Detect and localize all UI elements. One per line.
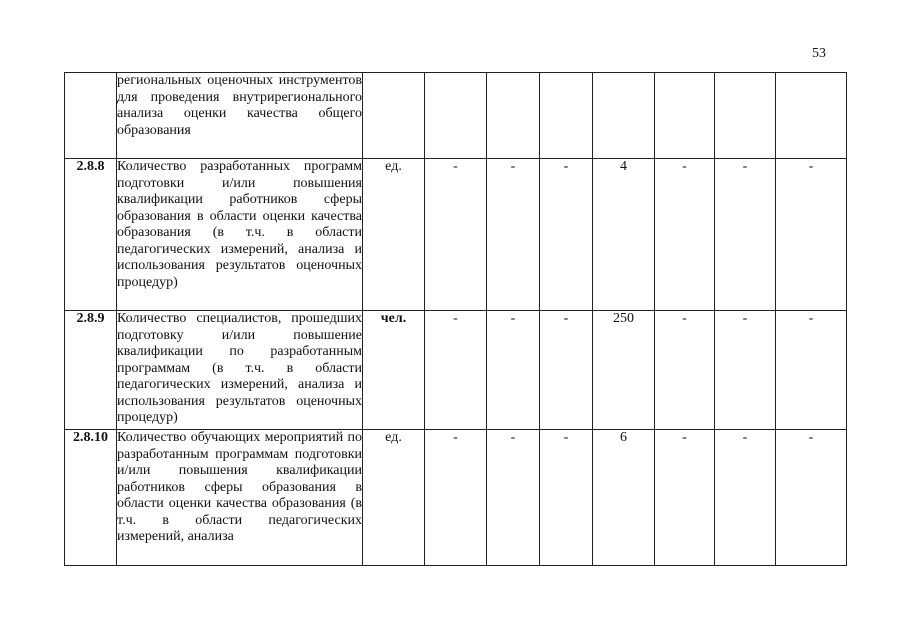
table-row — [65, 430, 847, 566]
row-value — [655, 73, 715, 159]
row-description: Количество специалистов, прошедших подготовку и/или повышение квалификации по разработанным программам (в т.ч. в области педагогических измерений, анализа и использования результатов оценочных процедур) — [117, 311, 363, 430]
row-value — [593, 73, 655, 159]
row-value: - — [655, 430, 715, 566]
row-value: - — [776, 311, 847, 430]
row-number: 2.8.10 — [65, 430, 117, 566]
row-unit: ед. — [363, 430, 425, 566]
row-value — [425, 73, 487, 159]
row-value — [487, 73, 540, 159]
row-number: 2.8.9 — [65, 311, 117, 430]
row-value: - — [715, 311, 776, 430]
row-description: Количество обучающих мероприятий по разработанным программам подготовки и/или повышения квалификации работников сферы образования в области оценки качества образования (в т.ч. в области педагогических измерений, анализа — [117, 430, 363, 566]
row-description: региональных оценочных инструментов для проведения внутрирегионального анализа оценки качества общего образования — [117, 73, 363, 159]
row-description: Количество разработанных программ подготовки и/или повышения квалификации работников сферы образования в области оценки качества образования (в т.ч. в области педагогических измерений, анализа и использования результатов оценочных процедур) — [117, 159, 363, 311]
row-value: - — [540, 311, 593, 430]
row-value: - — [487, 159, 540, 311]
row-unit: чел. — [363, 311, 425, 430]
row-value: - — [540, 159, 593, 311]
row-value: - — [425, 311, 487, 430]
row-value: - — [487, 311, 540, 430]
row-value — [715, 73, 776, 159]
row-value: - — [776, 159, 847, 311]
row-value: 6 — [593, 430, 655, 566]
page-number: 53 — [812, 46, 826, 61]
row-unit — [363, 73, 425, 159]
row-number: 2.8.8 — [65, 159, 117, 311]
row-value — [540, 73, 593, 159]
row-value — [776, 73, 847, 159]
row-value: - — [715, 159, 776, 311]
row-value: - — [715, 430, 776, 566]
table-row — [65, 311, 847, 430]
row-value: 4 — [593, 159, 655, 311]
row-value: 250 — [593, 311, 655, 430]
row-value: - — [425, 430, 487, 566]
row-value: - — [540, 430, 593, 566]
row-value: - — [655, 159, 715, 311]
row-value: - — [487, 430, 540, 566]
indicators-table — [64, 72, 847, 566]
table-row — [65, 73, 847, 159]
row-unit: ед. — [363, 159, 425, 311]
row-value: - — [776, 430, 847, 566]
table-row — [65, 159, 847, 311]
row-value: - — [425, 159, 487, 311]
row-value: - — [655, 311, 715, 430]
row-number — [65, 73, 117, 159]
